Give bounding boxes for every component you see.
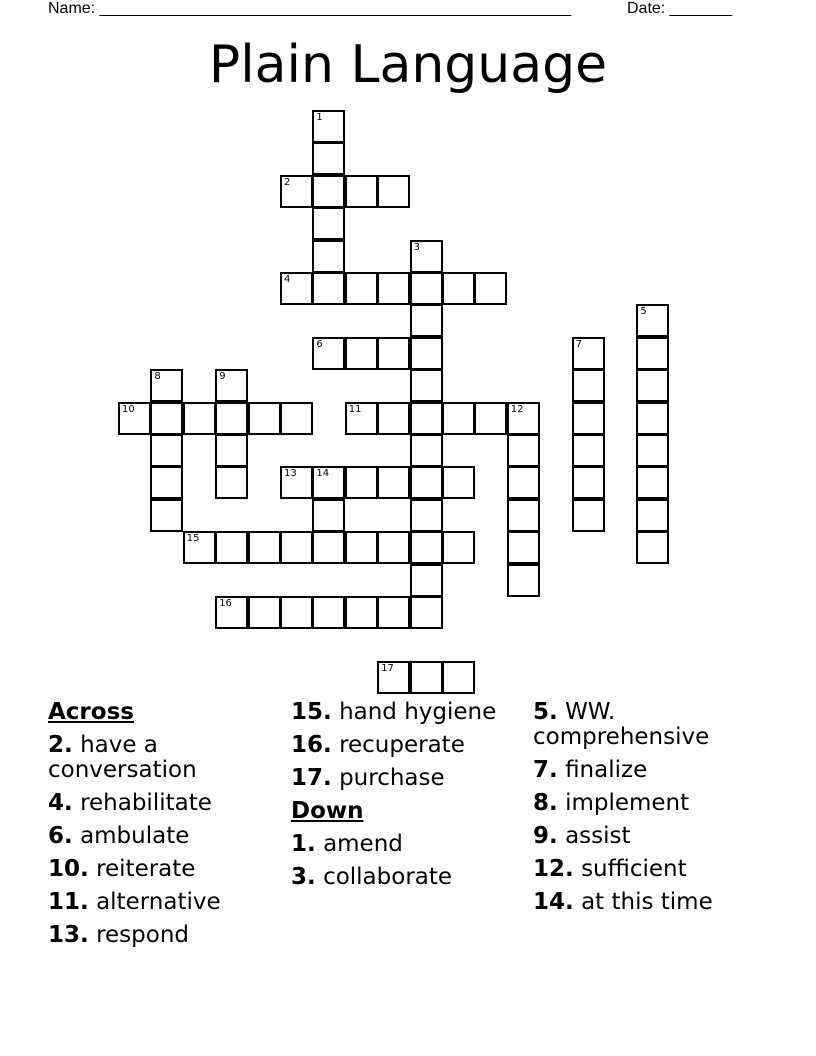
grid-cell[interactable] [248, 596, 281, 629]
grid-cell[interactable] [572, 466, 605, 499]
grid-cell[interactable] [312, 240, 345, 273]
grid-cell[interactable] [377, 596, 410, 629]
clue-across-16: 16. recuperate [291, 732, 465, 758]
grid-cell[interactable] [410, 240, 443, 273]
name-field-label[interactable]: Name: _____________________________________________________ [48, 0, 572, 17]
grid-cell[interactable] [118, 402, 151, 435]
grid-cell[interactable] [345, 272, 378, 305]
grid-cell[interactable] [442, 531, 475, 564]
cell-number: 8 [154, 371, 161, 383]
clue-down-12: 12. sufficient [533, 856, 687, 882]
puzzle-title: Plain Language [208, 35, 608, 95]
grid-cell[interactable] [410, 337, 443, 370]
cell-number: 13 [284, 468, 297, 480]
grid-cell[interactable] [377, 402, 410, 435]
grid-cell[interactable] [280, 272, 313, 305]
grid-cell[interactable] [150, 369, 183, 402]
grid-cell[interactable] [572, 402, 605, 435]
clue-column-3 [533, 700, 773, 923]
grid-cell[interactable] [410, 434, 443, 467]
grid-cell[interactable] [280, 175, 313, 208]
grid-cell[interactable] [636, 402, 669, 435]
clue-down-7: 7. finalize [533, 757, 648, 783]
grid-cell[interactable] [312, 531, 345, 564]
grid-cell[interactable] [442, 272, 475, 305]
grid-cell[interactable] [312, 466, 345, 499]
grid-cell[interactable] [636, 369, 669, 402]
clue-across-2: 2. have a conversation [48, 732, 197, 783]
date-field-label[interactable]: Date: _______ [627, 0, 732, 17]
grid-cell[interactable] [410, 499, 443, 532]
grid-cell[interactable] [345, 531, 378, 564]
grid-cell[interactable] [312, 175, 345, 208]
clue-column-1 [48, 700, 288, 956]
grid-cell[interactable] [280, 596, 313, 629]
grid-cell[interactable] [215, 434, 248, 467]
grid-cell[interactable] [150, 402, 183, 435]
grid-cell[interactable] [280, 466, 313, 499]
cell-number: 10 [122, 403, 135, 415]
grid-cell[interactable] [215, 369, 248, 402]
grid-cell[interactable] [150, 434, 183, 467]
grid-cell[interactable] [507, 499, 540, 532]
grid-cell[interactable] [215, 402, 248, 435]
cell-number: 6 [316, 338, 323, 350]
grid-cell[interactable] [410, 304, 443, 337]
clue-across-15: 15. hand hygiene [291, 699, 497, 725]
grid-cell[interactable] [150, 466, 183, 499]
grid-cell[interactable] [410, 564, 443, 597]
clue-across-11: 11. alternative [48, 889, 221, 915]
grid-cell[interactable] [636, 499, 669, 532]
grid-cell[interactable] [442, 661, 475, 694]
grid-cell[interactable] [410, 661, 443, 694]
grid-cell[interactable] [572, 434, 605, 467]
grid-cell[interactable] [183, 531, 216, 564]
grid-cell[interactable] [572, 369, 605, 402]
down-heading: Down [291, 798, 364, 824]
grid-cell[interactable] [312, 110, 345, 143]
grid-cell[interactable] [410, 369, 443, 402]
grid-cell[interactable] [312, 596, 345, 629]
grid-cell[interactable] [507, 531, 540, 564]
grid-cell[interactable] [312, 337, 345, 370]
clue-down-8: 8. implement [533, 790, 690, 816]
grid-cell[interactable] [215, 596, 248, 629]
cell-number: 15 [186, 533, 200, 545]
grid-cell[interactable] [474, 402, 507, 435]
grid-cell[interactable] [410, 596, 443, 629]
grid-cell[interactable] [572, 499, 605, 532]
cell-number: 17 [381, 662, 394, 674]
grid-cell[interactable] [345, 402, 378, 435]
cell-number: 1 [316, 112, 323, 123]
grid-cell[interactable] [377, 661, 410, 694]
clue-across-4: 4. rehabilitate [48, 790, 212, 816]
cell-number: 7 [575, 338, 582, 350]
clue-across-13: 13. respond [48, 922, 189, 948]
grid-cell[interactable] [183, 402, 216, 435]
grid-cell[interactable] [215, 466, 248, 499]
grid-cell[interactable] [312, 142, 345, 175]
grid-cell[interactable] [345, 466, 378, 499]
grid-cell[interactable] [280, 531, 313, 564]
cell-number: 3 [413, 241, 420, 253]
grid-cell[interactable] [507, 434, 540, 467]
grid-cell[interactable] [312, 272, 345, 305]
grid-cell[interactable] [507, 402, 540, 435]
grid-cell[interactable] [636, 531, 669, 564]
grid-cell[interactable] [280, 402, 313, 435]
grid-cell[interactable] [377, 175, 410, 208]
across-heading: Across [48, 699, 134, 725]
cell-number: 14 [316, 468, 330, 480]
grid-cell[interactable] [507, 564, 540, 597]
grid-cell[interactable] [215, 531, 248, 564]
grid-cell[interactable] [636, 304, 669, 337]
cell-number: 9 [219, 371, 226, 383]
grid-cell[interactable] [377, 531, 410, 564]
grid-cell[interactable] [150, 499, 183, 532]
clue-down-3: 3. collaborate [291, 864, 453, 890]
clue-across-17: 17. purchase [291, 765, 445, 791]
cell-number: 12 [510, 403, 524, 415]
grid-cell[interactable] [474, 272, 507, 305]
clue-across-10: 10. reiterate [48, 856, 196, 882]
grid-cell[interactable] [248, 402, 281, 435]
grid-cell[interactable] [410, 272, 443, 305]
grid-cell[interactable] [345, 337, 378, 370]
grid-cell[interactable] [410, 402, 443, 435]
cell-number: 2 [284, 176, 291, 188]
clue-down-5: 5. WW. comprehensive [533, 699, 710, 750]
grid-cell[interactable] [636, 337, 669, 370]
cell-number: 16 [219, 598, 232, 609]
cell-number: 4 [284, 274, 291, 285]
clue-column-2 [291, 700, 531, 898]
grid-cell[interactable] [377, 337, 410, 370]
grid-cell[interactable] [345, 596, 378, 629]
grid-cell[interactable] [377, 466, 410, 499]
grid-cell[interactable] [312, 499, 345, 532]
clue-down-1: 1. amend [291, 831, 403, 857]
grid-cell[interactable] [410, 466, 443, 499]
grid-cell[interactable] [636, 434, 669, 467]
grid-cell[interactable] [636, 466, 669, 499]
clue-across-6: 6. ambulate [48, 823, 190, 849]
grid-cell[interactable] [345, 175, 378, 208]
grid-cell[interactable] [248, 531, 281, 564]
clue-down-9: 9. assist [533, 823, 631, 849]
cell-number: 5 [640, 306, 647, 318]
grid-cell[interactable] [572, 337, 605, 370]
grid-cell[interactable] [377, 272, 410, 305]
clue-down-14: 14. at this time [533, 889, 713, 915]
grid-cell[interactable] [442, 466, 475, 499]
grid-cell[interactable] [442, 402, 475, 435]
grid-cell[interactable] [312, 207, 345, 240]
grid-cell[interactable] [410, 531, 443, 564]
grid-cell[interactable] [507, 466, 540, 499]
cell-number: 11 [348, 403, 362, 415]
